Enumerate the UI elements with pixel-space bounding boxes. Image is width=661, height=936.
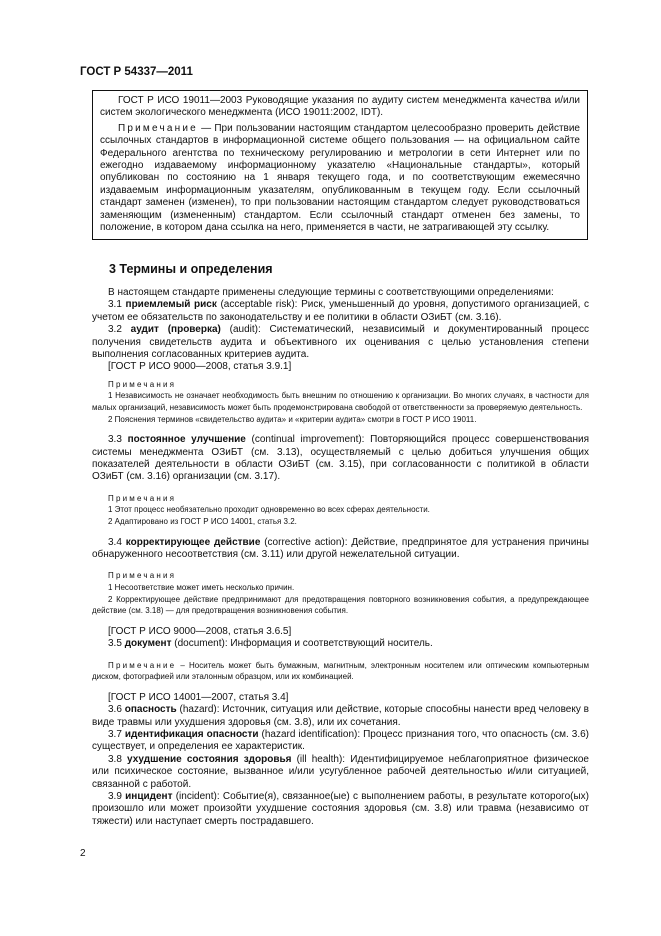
notes-heading: Примечания <box>108 493 177 503</box>
term-number: 3.8 <box>108 753 128 765</box>
note-text: – Носитель может быть бумажным, магнитным, электронным носителем или оптическим компьютерным диском, фотографией или эталонным образцом, или их комбинацией. <box>92 660 589 682</box>
term-definition: (ill health): Идентифицируемое неблагоприятное физическое или психическое состояние, вызванное и/или усугубленное рабочей деятельностью и/или ситуацией, связанной с работой. <box>92 753 589 790</box>
note-item <box>92 660 589 683</box>
term-name: документ <box>124 638 172 650</box>
note-label: Примечание <box>118 122 198 134</box>
note-item: 1 Несоответствие может иметь несколько причин. <box>108 583 295 593</box>
term-name: аудит (проверка) <box>130 324 221 336</box>
page-number: 2 <box>80 848 86 859</box>
note-item: 2 Пояснения терминов «свидетельство аудита» и «критерии аудита» смотри в ГОСТ Р ИСО 19011. <box>108 414 477 424</box>
notes-heading: Примечания <box>108 571 177 581</box>
section-title: 3 Термины и определения <box>109 262 273 276</box>
term-3-2 <box>92 324 589 361</box>
term-name: инцидент <box>125 791 173 803</box>
term-definition: (hazard): Источник, ситуация или действие, которые способны нанести вред человеку в виде травмы или ухудшения здоровья (см. 3.8), или их сочетания. <box>92 704 589 728</box>
page-header: ГОСТ Р 54337—2011 <box>80 66 193 78</box>
term-3-1 <box>92 299 589 324</box>
term-name: корректирующее действие <box>125 536 261 548</box>
term-number: 3.7 <box>108 729 125 741</box>
section-intro: В настоящем стандарте применены следующие термины с соответствующими определениями: <box>108 287 554 298</box>
term-name: приемлемый риск <box>125 299 217 311</box>
term-name: ухудшение состояния здоровья <box>127 753 292 765</box>
term-3-3 <box>92 434 589 484</box>
term-source: [ГОСТ Р ИСО 9000—2008, статья 3.9.1] <box>108 361 292 373</box>
term-3-4 <box>92 537 589 562</box>
term-definition: (acceptable risk): Риск, уменьшенный до уровня, допустимого организацией, с учетом ее обязательств по законодательству и ее политики в области ОЗиБТ (см. 3.16). <box>92 299 589 323</box>
note-item: 1 Этот процесс необязательно проходит одновременно во всех сферах деятельности. <box>108 505 430 515</box>
normative-references-box <box>92 90 588 240</box>
term-definition: (corrective action): Действие, предпринятое для устранения причины обнаруженного несоответствия (см. 3.11) или другой нежелательной ситуации. <box>92 536 589 561</box>
term-definition: (document): Информация и соответствующий носитель. <box>171 638 433 650</box>
term-number: 3.9 <box>108 791 126 803</box>
reference-note <box>100 123 580 235</box>
term-definition: (incident): Событие(я), связанное(ые) с выполнением работы, в результате которого(ых) произошло или может произойти ухудшение состояния здоровья (см. 3.8) или травма (независимо от тяжести) или наступает смерть пострадавшего. <box>92 791 589 827</box>
term-3-5 <box>92 638 589 650</box>
term-3-8 <box>92 754 589 791</box>
reference-gost-19011: ГОСТ Р ИСО 19011—2003 Руководящие указания по аудиту систем менеджмента качества и/или систем экологического менеджмента (ИСО 19011:2002, IDT). <box>100 95 580 119</box>
term-definition: (hazard identification): Процесс признания того, что опасность (см. 3.6) существует, и определения ее характеристик. <box>92 729 589 753</box>
term-source: [ГОСТ Р ИСО 9000—2008, статья 3.6.5] <box>108 625 292 637</box>
note-label: Примечание <box>108 660 177 670</box>
term-3-9 <box>92 791 589 828</box>
term-number: 3.6 <box>108 704 125 716</box>
term-name: опасность <box>124 704 177 716</box>
term-name: идентификация опасности <box>124 729 259 741</box>
term-number: 3.1 <box>108 299 126 311</box>
term-3-6 <box>92 704 589 729</box>
term-number: 3.2 <box>108 324 131 336</box>
note-item: 1 Независимость не означает необходимость быть внешним по отношению к организации. Во многих случаях, в частности для малых организаций, независимость может быть продемонстрирована свободой от ответственности за проверяемую деятельность. <box>92 391 589 413</box>
term-source: [ГОСТ Р ИСО 14001—2007, статья 3.4] <box>108 691 289 703</box>
term-name: постоянное улучшение <box>127 434 246 446</box>
notes-heading: Примечания <box>108 379 177 389</box>
term-number: 3.3 <box>108 434 128 446</box>
note-item: 2 Корректирующее действие предпринимают для предотвращения повторного возникновения события, а предупреждающее действие (см. 3.18) — для предотвращения возникновения события. <box>92 594 589 616</box>
term-number: 3.4 <box>108 536 126 548</box>
note-text: — При пользовании настоящим стандартом целесообразно проверить действие ссылочных стандартов в информационной системе общего пользования — на официальном сайте Федерального агентства по техническому регулированию и метрологии в сети Интернет или по ежегодно издаваемому информационному указателю «Национальные стандарты», который опубликован по состоянию на 1 января текущего года, и по соответствующим ежемесячно издаваемым информационным указателям, опубликованным в текущем году. Если ссылочный стандарт заменен (изменен), то при пользовании настоящим стандартом следует руководствоваться заменяющим (измененным) стандартом. Если ссылочный стандарт отменен без замены, то положение, в котором дана ссылка на него, применяется в части, не затрагивающей эту ссылку. <box>100 122 580 234</box>
term-3-7 <box>92 729 589 754</box>
term-definition: (audit): Систематический, независимый и документированный процесс получения свидетельств аудита и объективного их оценивания с целью установления степени выполнения согласованных критериев аудита. <box>92 324 589 361</box>
term-number: 3.5 <box>108 638 125 650</box>
term-definition: (continual improvement): Повторяющийся процесс совершенствования системы менеджмента ОЗиБТ (см. 3.13), осуществляемый с целью добиться улучшения общих показателей деятельности в области ОЗиБТ (см. 3.15), при согласованности с политикой в области ОЗиБТ (см. 3.16) организации (см. 3.17). <box>92 434 589 483</box>
section-body <box>92 287 589 828</box>
note-item: 2 Адаптировано из ГОСТ Р ИСО 14001, статья 3.2. <box>108 517 297 527</box>
